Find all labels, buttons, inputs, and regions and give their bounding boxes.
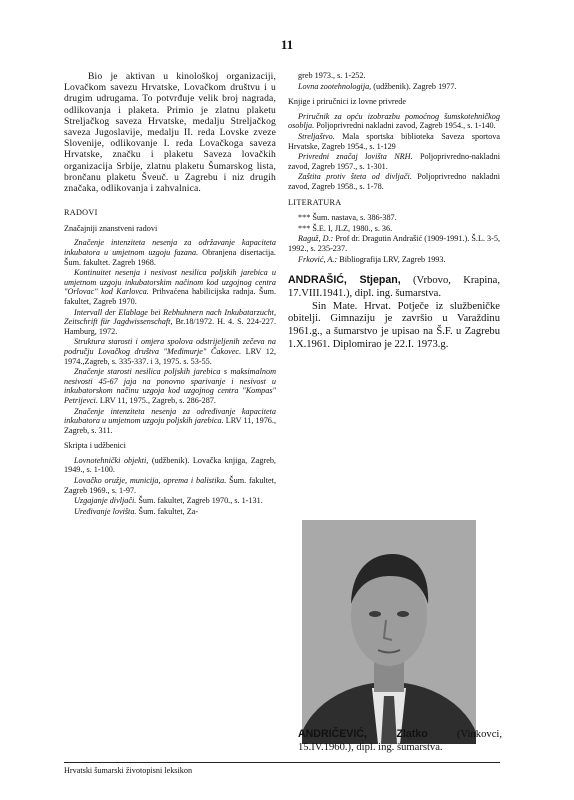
bibliography-entry [288,234,500,253]
bibliography-entry [64,456,276,475]
footer-text: Hrvatski šumarski životopisni leksikon [64,766,193,775]
entry-title: Značenje intenziteta nesenja za određivanje kapaciteta inkubatora u umjetnom uzgoju poljskih jarebica. [64,406,276,426]
footer-rule [64,762,500,763]
entry-citation: Šum. fakultet, Zagreb 1969., s. 1-97. [64,476,276,495]
entry-citation: Bibliografija LRV, Zagreb 1993. [337,254,446,264]
bibliography-entry [64,337,276,366]
entry-citation: (udžbenik). Lovačka knjiga, Zagreb, 1949., s. 1-100. [64,455,276,475]
entry-citation: LRV 12, 1974.,Zagreb, s. 335-337. i 3, 1975. s. 53-55. [64,346,276,366]
entry-title: Priručnik za opću izobrazbu pomoćnog šumskotehničkog osoblja. [288,111,500,131]
entry-title: Lovačko oružje, municija, oprema i balistika. [74,476,227,486]
scientific-works-list [64,238,276,435]
entry-heading-andrasic [288,274,500,301]
bibliography-entry [64,308,276,337]
entry-citation: Poljoprivredno-nakladni zavod, Zagreb 1957., s. 1-301. [288,152,500,171]
bibliography-entry [64,238,276,267]
entry-title: Lovna zootehnologija, [298,81,372,91]
entry-citation: greb 1973., s. 1-252. [298,71,366,80]
bibliography-entry [288,255,500,265]
entry-title: Frković, A.: [298,254,338,264]
bibliography-entry [288,152,500,171]
handbooks-list [288,112,500,192]
bibliography-entry [288,112,500,131]
bibliography-entry [288,82,500,92]
entry-citation: Šum. fakultet, Zagreb 1970., s. 1-131. [136,496,263,506]
entry-title: Intervall der Elablage bei Rebhuhnern nach Inkubatarzucht, Zeitschrift für Jagdwissenschaft, [64,307,276,327]
bibliography-entry [288,213,500,223]
entry-title: Uređivanje lovišta. [74,506,137,516]
literature-list [288,213,500,264]
entry-title: Kontinuitet nesenja i nesivost nesilica poljskih jarebica u umjetnom uzgoju inkubatorskim načinom kod uzgojnog centra "Orlovac" kod Karlovca. [64,268,276,297]
entry-citation: LRV 11, 1976., Zagreb, s. 311. [64,416,276,435]
entry-title: Uzgajanje divljači. [74,496,137,506]
entry-title: Zaštita protiv šteta od divljači. [298,172,412,182]
bibliography-entry [64,496,276,506]
entry-citation: *** Š.E. I, JLZ, 1980., s. 36. [298,223,393,233]
subsection-title-textbooks: Skripta i udžbenici [64,441,126,451]
entry-citation: Prihvaćena habilicijska radnja. Šum. fakultet, Zagreb 1970. [64,287,277,306]
section-title-literatura: LITERATURA [288,197,342,207]
portrait-illustration [302,520,476,744]
entry-citation: (udžbenik). Zagreb 1977. [371,81,457,91]
left-column [64,71,276,522]
section-title-radovi: RADOVI [64,208,98,218]
right-column [288,71,500,352]
bibliography-entry [288,132,500,151]
entry-biography: Sin Mate. Hrvat. Potječe iz službeničke obitelji. Gimnaziju je završio u Varaždinu 1961.g., a šumarstvo je upisao na Š.F. u Zagrebu 1.X.1961. Diplomirao je 22.I. 1973.g. [288,300,500,351]
entry-citation: Poljoprivredno nakladni zavod, Zagreb 1958., s. 1-78. [288,172,500,191]
portrait-photo [302,520,476,744]
subsection-title-scientific: Značajniji znanstveni radovi [64,223,158,233]
entry-citation: LRV 11, 1975., Zagreb, s. 286-287. [97,395,216,405]
entry-citation: Šum. fakultet, Za- [136,506,199,516]
entry-citation: *** Šum. nastava, s. 386-387. [298,213,397,223]
entry-citation: Obranjena disertacija. Šum. fakultet. Zagreb 1968. [64,248,276,267]
entry-title: Značenje intenziteta nesenja za održavanje kapaciteta inkubatora u umjetnom uzgoju fazana. [64,238,276,258]
entry-citation: Poljoprivredni nakladni zavod, Zagreb 1954., s. 1-140. [314,121,496,131]
bibliography-entry [288,172,500,191]
bibliography-entry [288,71,500,81]
biography-paragraph: Bio je aktivan u kinološkoj organizaciji, Lovačkom savezu Hrvatske, Lovačkom društvu i u drugim udrugama. To potvrđuje velik broj nagrada, odlikovanja i plaketa. Primio je zlatnu plaketu Streljačkog saveza Hrvatske, medalju Streljačkog saveza Jugoslavije, medalju II. reda Lovske zveze Slovenije, odlikovanje I. reda Lovačkoga saveza Hrvatske, značku i plaketu Saveza lovačkih organizacija Srbije, zlatnu plaketu Šumarskog lista, brončanu plaketu Šveuč. u Zagrebu i niz drugih značaka, odlikovanja i zahvalnica. [64,71,276,195]
bibliography-entry [288,224,500,234]
entry-title: Značenje starosti nesilica poljskih jarebica s maksimalnom nesivosti 45-67 jaja na ponovno sparivanje i nesivost u inkubatorskom načinu uzgoja kod uzgojnog centra "Kompas" Petrijevci. [64,367,276,405]
bibliography-entry [64,268,276,306]
entry-citation: Mala sportska biblioteka Saveza sportova Hrvatske, Zagreb 1954., s. 1-129 [288,131,500,151]
entry-details: (Vrbovo, Krapina, 17.VIII.1941.), dipl. ing. šumarstva. [288,275,500,299]
entry-citation: Prof dr. Dragutin Andrašić (1909-1991.). Š.L. 3-5, 1992., s. 235-237. [288,234,501,253]
entry-details: (Vinkovci, 15.IV.1960.), dipl. ing. šumarstva. [298,729,502,753]
bibliography-entry [64,476,276,495]
bibliography-entry [64,507,276,517]
bibliography-entry [64,407,276,436]
textbooks-list [64,456,276,517]
entry-title: Struktura starosti i omjera spolova odstrijeljenih zečeva na području Lovačkog društva "Međimurje" Čakovec. [64,337,276,356]
entry-name: ANDRIČEVIĆ, Zlatko [298,728,428,740]
entry-heading-andricevic [298,728,502,755]
entry-title: Lovnotehnički objekti, [74,455,149,465]
subsection-title-handbooks: Knjige i priručnici iz lovne privrede [288,97,406,107]
textbooks-list-continued [288,71,500,91]
entry-title: Streljaštvo. [298,131,335,141]
bibliography-entry [64,367,276,405]
entry-citation: Br.18/1972. H. 4. S. 224-227. Hamburg, 1972. [64,317,277,336]
entry-name: ANDRAŠIĆ, Stjepan, [288,274,401,287]
page-number: 11 [280,37,294,52]
entry-title: Privredni značaj lovišta NRH. [298,152,413,162]
entry-title: Raguž, D.: [298,234,334,244]
